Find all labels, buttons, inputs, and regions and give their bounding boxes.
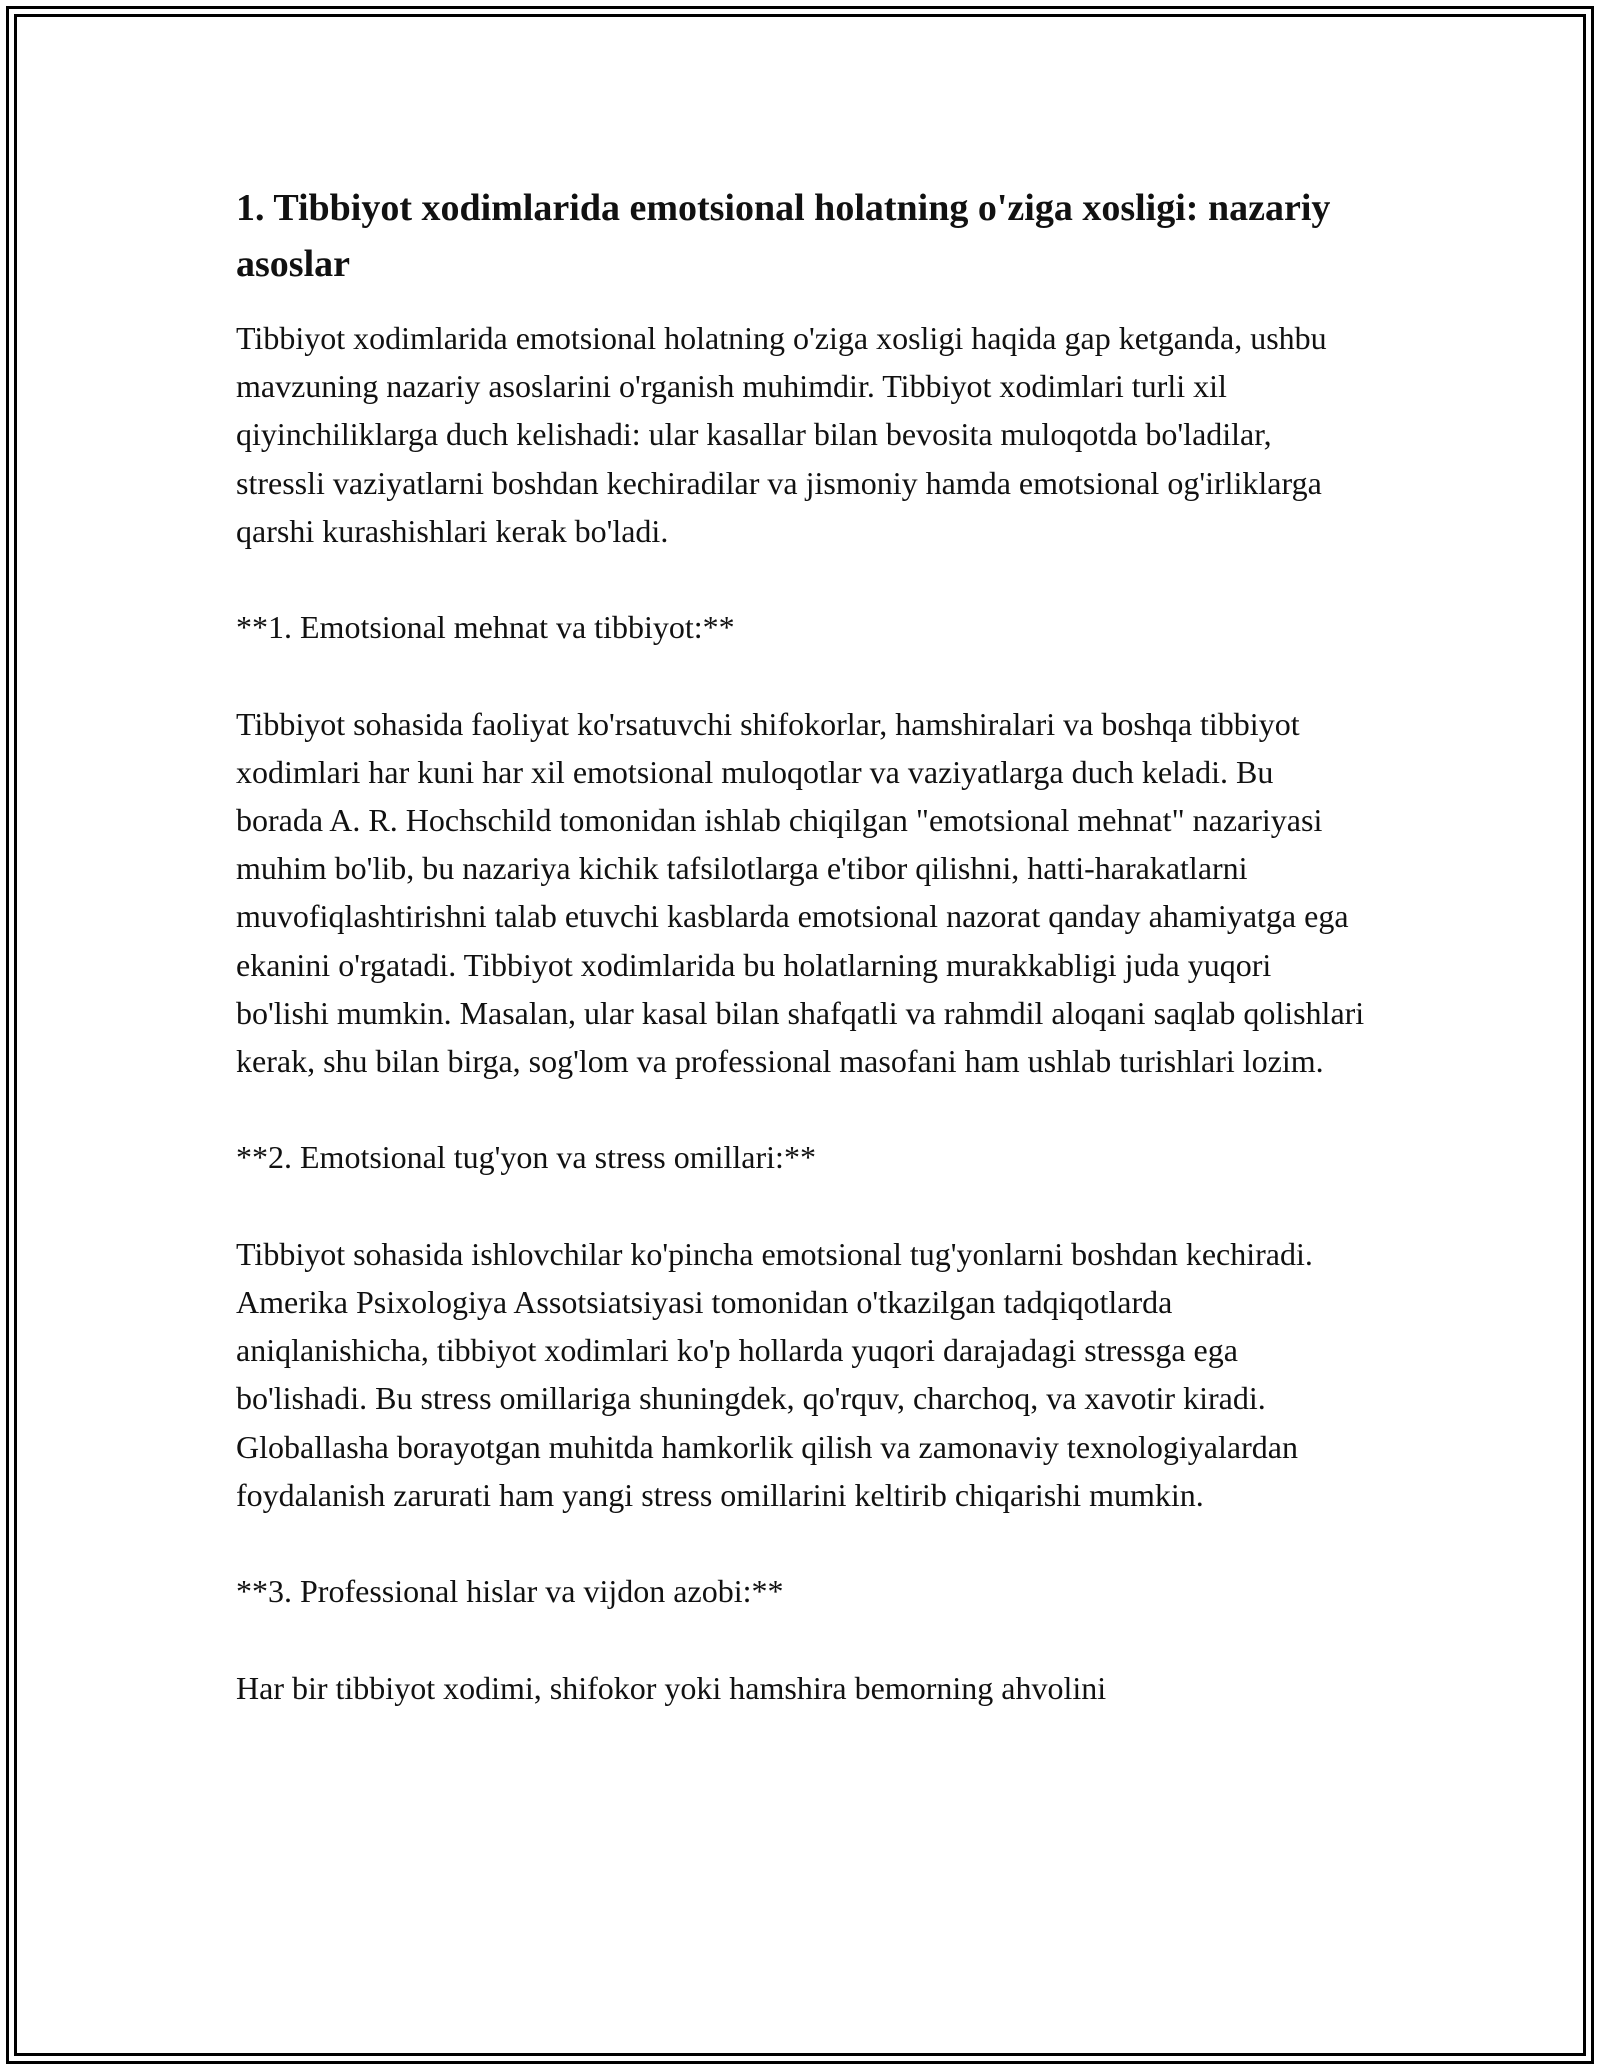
paragraph-spacer <box>236 555 1366 603</box>
subheading-professional-feelings: **3. Professional hislar va vijdon azobi:** <box>236 1573 784 1610</box>
paragraph-spacer <box>236 651 1366 699</box>
intro-paragraph: Tibbiyot xodimlarida emotsional holatning o'ziga xosligi haqida gap ketganda, ushbu mavzuning nazariy asoslarini o'rganish muhimdir. Tibbiyot xodimlari turli xil qiyinchiliklarga duch kelishadi: ular kasallar bilan bevosita muloqotda bo'ladilar, stressli vaziyatlarni boshdan kechiradilar va jismoniy hamda emotsional og'irliklarga qarshi kurashishlari kerak bo'ladi. <box>236 320 1327 549</box>
emotional-labor-paragraph: Tibbiyot sohasida faoliyat ko'rsatuvchi shifokorlar, hamshiralari va boshqa tibbiyot xodimlari har kuni har xil emotsional muloqotlar va vaziyatlarga duch keladi. Bu borada A. R. Hochschild tomonidan ishlab chiqilgan "emotsional mehnat" nazariyasi muhim bo'lib, bu nazariya kichik tafsilotlarga e'tibor qilishni, hatti-harakatlarni muvofiqlashtirishni talab etuvchi kasblarda emotsional nazorat qanday ahamiyatga ega ekanini o'rgatadi. Tibbiyot xodimlarida bu holatlarning murakkabligi juda yuqori bo'lishi mumkin. Masalan, ular kasal bilan shafqatli va rahmdil aloqani saqlab qolishlari kerak, shu bilan birga, sog'lom va professional masofani ham ushlab turishlari lozim. <box>236 705 1365 1080</box>
paragraph-spacer <box>236 1182 1366 1230</box>
professional-feelings-paragraph: Har bir tibbiyot xodimi, shifokor yoki hamshira bemorning ahvolini <box>236 1669 1107 1706</box>
subheading-emotional-labor: **1. Emotsional mehnat va tibbiyot:** <box>236 609 735 646</box>
section-heading: 1. Tibbiyot xodimlarida emotsional holatning o'ziga xosligi: nazariy asoslar <box>236 187 1331 285</box>
paragraph-spacer <box>236 1085 1366 1133</box>
document-body <box>236 180 1366 1712</box>
stress-factors-paragraph: Tibbiyot sohasida ishlovchilar ko'pincha emotsional tug'yonlarni boshdan kechiradi. Amerika Psixologiya Assotsiatsiyasi tomonidan o'tkazilgan tadqiqotlarda aniqlanishicha, tibbiyot xodimlari ko'p hollarda yuqori darajadagi stressga ega bo'lishadi. Bu stress omillariga shuningdek, qo'rquv, charchoq, va xavotir kiradi. Globallasha borayotgan muhitda hamkorlik qilish va zamonaviy texnologiyalardan foydalanish zarurati ham yangi stress omillarini keltirib chiqarishi mumkin. <box>236 1235 1313 1513</box>
subheading-stress-factors: **2. Emotsional tug'yon va stress omillari:** <box>236 1139 816 1176</box>
paragraph-spacer <box>236 1615 1366 1663</box>
paragraph-spacer <box>236 1519 1366 1567</box>
